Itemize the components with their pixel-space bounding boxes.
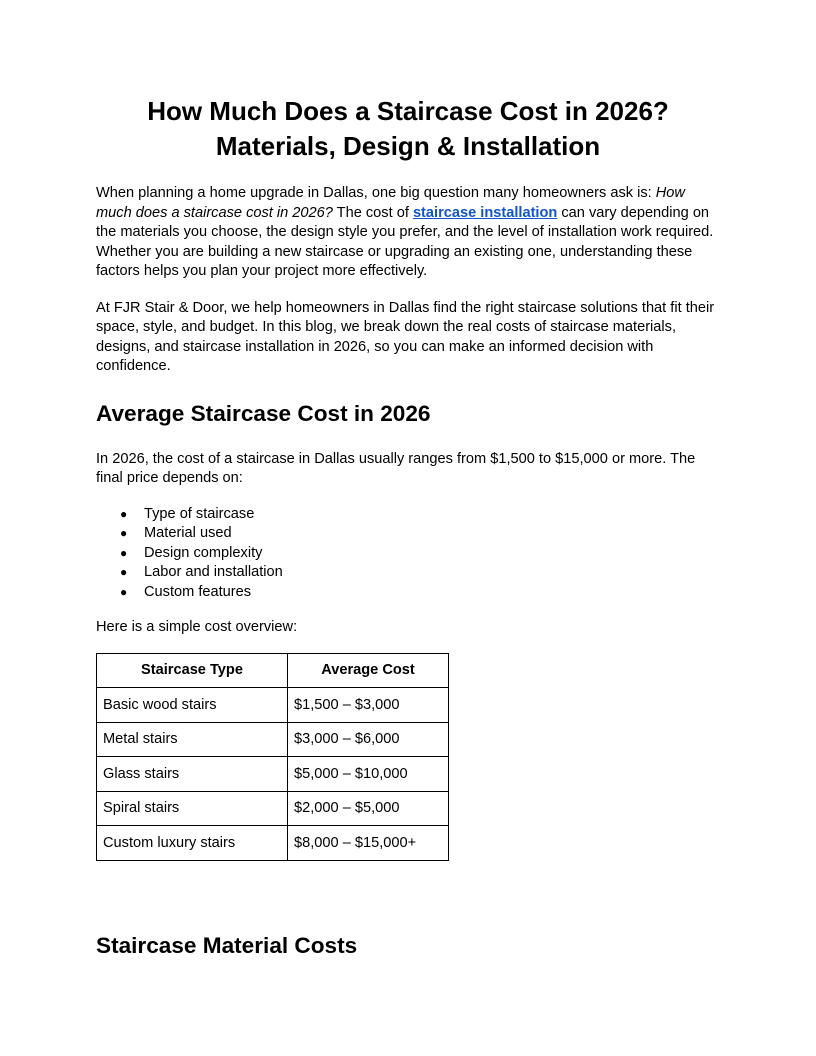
average-cost-intro: In 2026, the cost of a staircase in Dallas usually ranges from $1,500 to $15,000 or more. The final price depends on: bbox=[96, 450, 696, 486]
list-item bbox=[120, 563, 720, 583]
intro-italic-question: How much does a staircase cost in 2026? bbox=[96, 185, 685, 221]
page-title-line-1: How Much Does a Staircase Cost in 2026? bbox=[147, 96, 669, 126]
table-row bbox=[97, 791, 449, 826]
table-cell-type: Spiral stairs bbox=[97, 791, 288, 826]
document-page bbox=[96, 94, 720, 960]
bullet-icon: ● bbox=[120, 526, 128, 540]
page-title-line-2: Materials, Design & Installation bbox=[215, 131, 601, 161]
staircase-installation-link[interactable]: staircase installation bbox=[412, 204, 558, 221]
table-header-average-cost: Average Cost bbox=[288, 653, 449, 688]
intro-text-1: When planning a home upgrade in Dallas, one big question many homeowners ask is: bbox=[96, 185, 656, 201]
list-item bbox=[120, 583, 720, 603]
section-heading-material-costs: Staircase Material Costs bbox=[96, 932, 358, 958]
intro-text-3: can vary depending on the materials you choose, the design style you prefer, and the level of installation work required. Whether you are building a new staircase or upgrading an existing one, understanding these factors helps you plan your project more effectively. bbox=[96, 204, 714, 279]
list-item-text: Type of staircase bbox=[144, 505, 255, 522]
section-heading-average-cost: Average Staircase Cost in 2026 bbox=[96, 400, 431, 426]
list-item bbox=[120, 524, 720, 544]
intro-paragraph bbox=[96, 184, 720, 282]
table-cell-type: Basic wood stairs bbox=[97, 688, 288, 723]
table-intro: Here is a simple cost overview: bbox=[96, 619, 298, 635]
bullet-icon: ● bbox=[120, 584, 128, 599]
table-row bbox=[97, 757, 449, 792]
table-cell-cost: $1,500 – $3,000 bbox=[288, 688, 449, 723]
list-item-text: Design complexity bbox=[144, 544, 263, 561]
intro-text-2: The cost of bbox=[332, 204, 413, 221]
table-cell-cost: $8,000 – $15,000+ bbox=[288, 826, 449, 861]
list-item-text: Material used bbox=[144, 525, 232, 541]
page-title bbox=[96, 94, 720, 164]
list-item-text: Labor and installation bbox=[144, 564, 283, 580]
table-row bbox=[97, 826, 449, 861]
table-cell-cost: $2,000 – $5,000 bbox=[288, 791, 449, 826]
bullet-icon: ● bbox=[120, 545, 128, 560]
list-item-text: Custom features bbox=[144, 583, 252, 600]
table-cell-type: Glass stairs bbox=[97, 757, 288, 792]
table-row bbox=[97, 722, 449, 757]
about-paragraph: At FJR Stair & Door, we help homeowners in Dallas find the right staircase solutions that fit their space, style, and budget. In this blog, we break down the real costs of staircase materials, designs, and staircase installation in 2026, so you can make an informed decision with confidence. bbox=[96, 299, 715, 374]
table-cell-cost: $5,000 – $10,000 bbox=[288, 757, 449, 792]
table-row bbox=[97, 688, 449, 723]
table-cell-type: Metal stairs bbox=[97, 722, 288, 757]
bullet-icon: ● bbox=[120, 506, 128, 521]
list-item bbox=[120, 505, 720, 525]
table-header-staircase-type: Staircase Type bbox=[97, 653, 288, 688]
cost-factors-list bbox=[96, 505, 720, 603]
table-cell-type: Custom luxury stairs bbox=[97, 826, 288, 861]
table-header-row bbox=[97, 653, 449, 688]
table-cell-cost: $3,000 – $6,000 bbox=[288, 722, 449, 757]
bullet-icon: ● bbox=[120, 565, 128, 579]
list-item bbox=[120, 544, 720, 564]
cost-overview-table bbox=[96, 653, 449, 861]
